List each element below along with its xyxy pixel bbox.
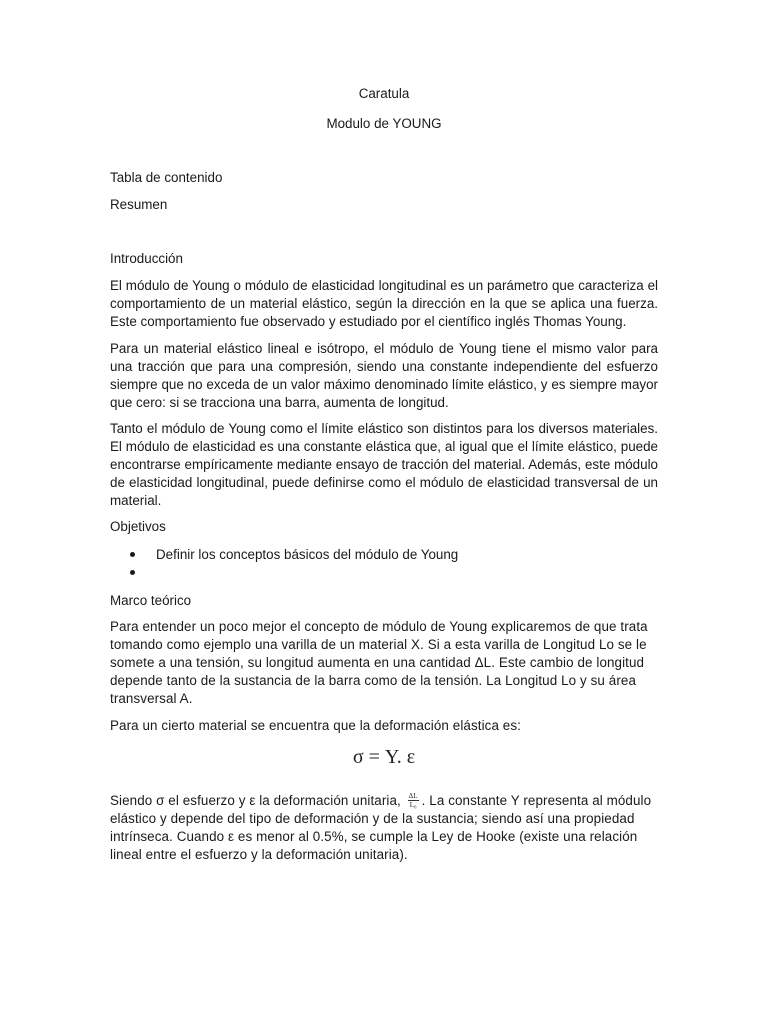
summary-heading: Resumen (110, 197, 168, 212)
objective-text: Definir los conceptos básicos del módulo de Young (156, 547, 459, 562)
bullet-icon (130, 552, 135, 557)
objectives-heading: Objetivos (110, 519, 166, 534)
intro-paragraph-1: El módulo de Young o módulo de elasticidad longitudinal es un parámetro que caracteriza el comportamiento de un material elástico, según la dirección en la que se aplica una fuerza. Este comportamiento fue observado y estudiado por el científico inglés Thomas Young. (110, 278, 658, 329)
theory-paragraph-3 (110, 792, 655, 864)
theory-paragraph-2: Para un cierto material se encuentra que la deformación elástica es: (110, 718, 521, 733)
objectives-list (130, 546, 650, 582)
cover-subtitle: Modulo de YOUNG (326, 116, 442, 131)
fraction-numerator: ΔL (408, 792, 418, 800)
theory-p3-end: . La constante Y representa al módulo elástico y depende del tipo de deformación y de la sustancia; siendo así una propiedad intrínseca. Cuando ε es menor al 0.5%, se cumple la Ley de Hooke (existe una relación lineal entre el esfuerzo y la deformación unitaria). (110, 793, 652, 862)
intro-paragraph-2: Para un material elástico lineal e isótropo, el módulo de Young tiene el mismo valor para una tracción que para una compresión, siendo una constante independiente del esfuerzo siempre que no exceda de un valor máximo denominado límite elástico, y es siempre mayor que cero: si se tracciona una barra, aumenta de longitud. (110, 341, 658, 410)
strain-fraction (408, 792, 419, 809)
theory-heading: Marco teórico (110, 593, 192, 608)
cover-title: Caratula (358, 86, 410, 101)
intro-paragraph-3: Tanto el módulo de Young como el límite elástico son distintos para los diversos materiales. El módulo de elasticidad es una constante elástica que, al igual que el límite elástico, puede encontrarse empíricamente mediante ensayo de tracción del material. Además, este módulo de elasticidad longitudinal, puede definirse como el módulo de elasticidad transversal de un material. (110, 421, 658, 508)
theory-paragraph-1: Para entender un poco mejor el concepto de módulo de Young explicaremos de que trata tomando como ejemplo una varilla de un material X. Si a esta varilla de Longitud Lo se le somete a una tensión, su longitud aumenta en una cantidad ΔL. Este cambio de longitud depende tanto de la sustancia de la barra como de la tensión. La Longitud Lo y su área transversal A. (110, 619, 648, 706)
bullet-icon (130, 570, 135, 575)
young-formula: σ = Y. ε (352, 746, 416, 768)
toc-heading: Tabla de contenido (110, 170, 223, 185)
theory-p3-start: Siendo σ el esfuerzo y ε la deformación unitaria, (110, 793, 401, 808)
list-item (130, 546, 650, 564)
list-item (130, 564, 650, 582)
fraction-denominator: L₀ (409, 801, 417, 809)
intro-heading: Introducción (110, 251, 183, 266)
